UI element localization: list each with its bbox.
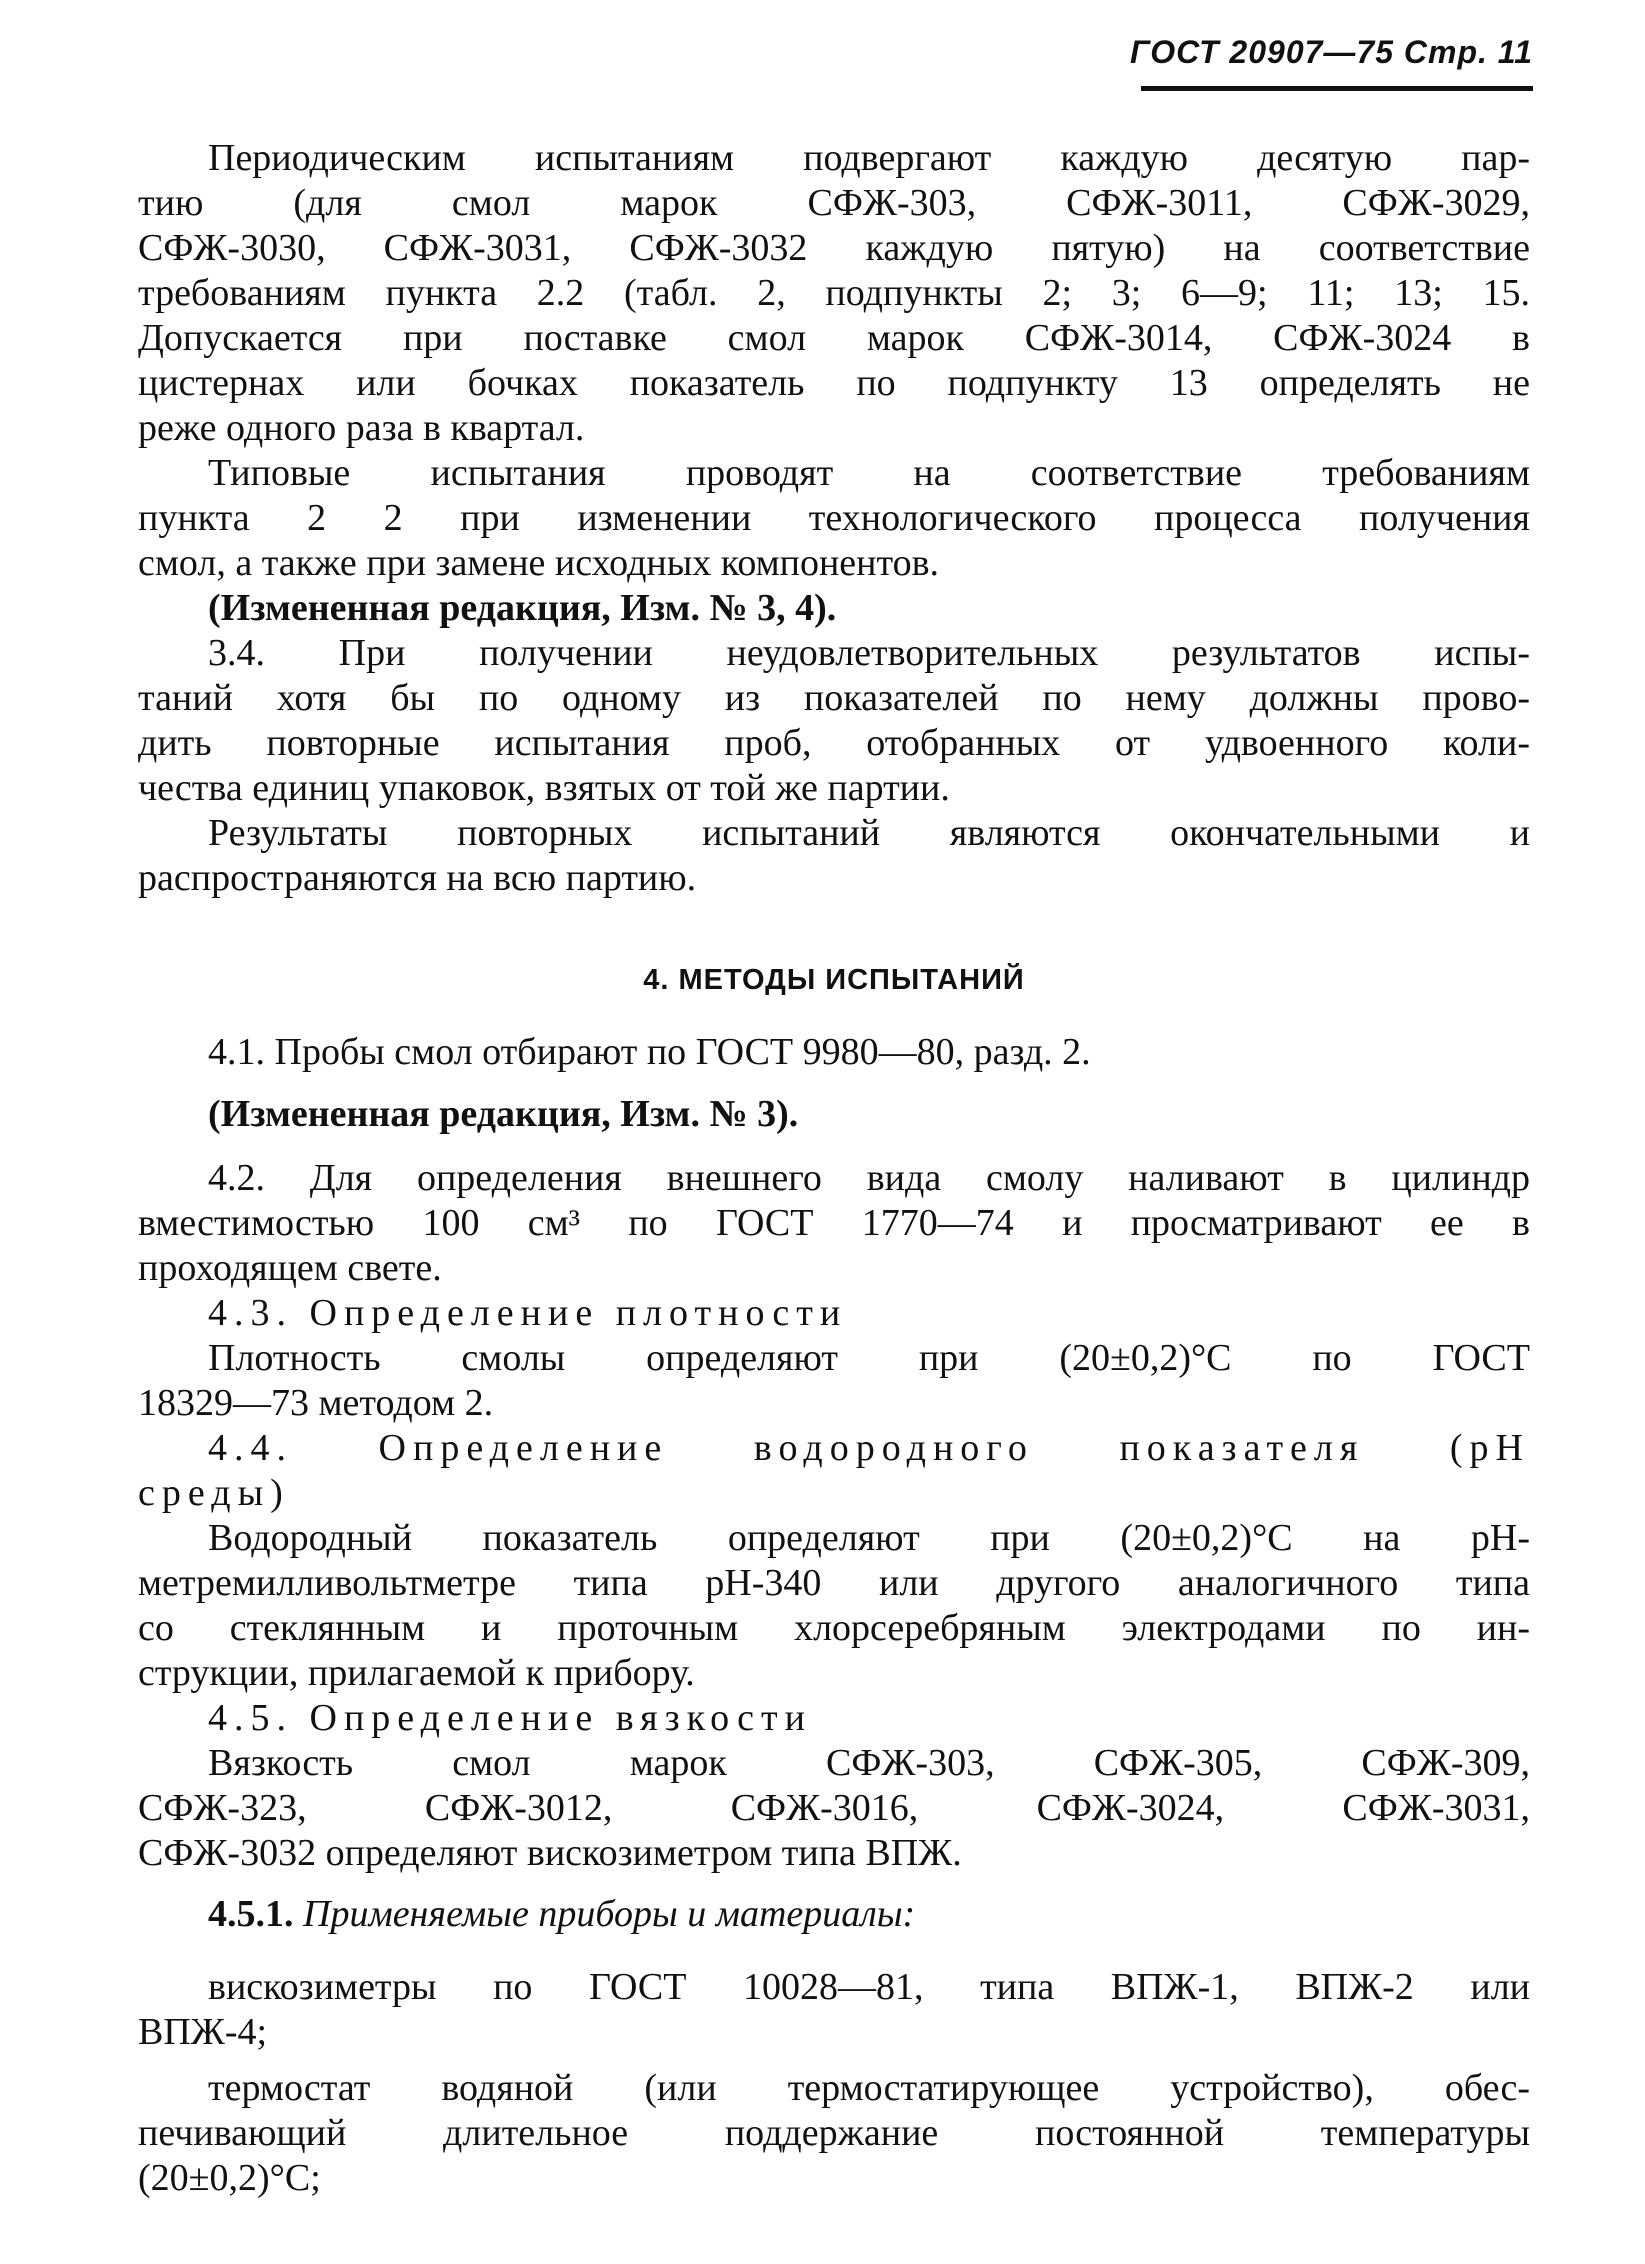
section-title: 4.4. Определение водородного показателя (pH (208, 1427, 1530, 1469)
text-line: струкции, прилагаемой к прибору. (138, 1652, 695, 1694)
section-title: 4.5. Определение вязкости (208, 1697, 812, 1739)
text-line: СФЖ-3030, СФЖ-3031, СФЖ-3032 каждую пятую) на соответствие (138, 227, 1530, 269)
text-line: пункта 2 2 при изменении технологического процесса получения (138, 497, 1530, 539)
section-heading: 4. МЕТОДЫ ИСПЫТАНИЙ (643, 964, 1025, 996)
text-line: тию (для смол марок СФЖ-303, СФЖ-3011, СФЖ-3029, (138, 182, 1530, 224)
amendment-note (138, 1092, 1530, 1137)
section-title: 4.3. Определение плотности (208, 1292, 848, 1334)
text-line: дить повторные испытания проб, отобранных от удвоенного коли- (138, 722, 1530, 764)
clause-number: 4.5.1. (208, 1893, 294, 1935)
text-line: (20±0,2)°С; (138, 2157, 321, 2199)
paragraph-repeat-results (138, 811, 1530, 901)
text-line: проходящем свете. (138, 1247, 442, 1289)
text-line: СФЖ-323, СФЖ-3012, СФЖ-3016, СФЖ-3024, СФЖ-3031, (138, 1787, 1530, 1829)
text-line: таний хотя бы по одному из показателей по нему должны прово- (138, 677, 1530, 719)
text-line: 4.2. Для определения внешнего вида смолу наливают в цилиндр (208, 1157, 1530, 1199)
text-line: требованиям пункта 2.2 (табл. 2, подпункты 2; 3; 6—9; 11; 13; 15. (138, 272, 1530, 314)
paragraph-4-5-1 (138, 1892, 1530, 1937)
paragraph-4-2 (138, 1156, 1530, 1291)
list-item-viscometers (138, 1965, 1530, 2055)
text-line: вискозиметры по ГОСТ 10028—81, типа ВПЖ-1, ВПЖ-2 или (208, 1966, 1530, 2008)
text-line: распространяются на всю партию. (138, 857, 697, 899)
amendment-note (138, 586, 1530, 631)
text-line: 18329—73 методом 2. (138, 1382, 494, 1424)
text-line: (Измененная редакция, Изм. № 3, 4). (208, 587, 837, 629)
text-line: цистернах или бочках показатель по подпункту 13 определять не (138, 362, 1530, 404)
paragraph-4-1 (138, 1030, 1530, 1075)
section-title: среды) (138, 1472, 290, 1514)
text-line: ВПЖ-4; (138, 2011, 268, 2053)
clause-title: Применяемые приборы и материалы: (303, 1893, 916, 1935)
text-line: Результаты повторных испытаний являются окончательными и (208, 812, 1530, 854)
text-line: Водородный показатель определяют при (20±0,2)°С на pH- (208, 1517, 1530, 1559)
text-line: вместимостью 100 см³ по ГОСТ 1770—74 и просматривают ее в (138, 1202, 1530, 1244)
text-line: печивающий длительное поддержание постоянной температуры (138, 2112, 1530, 2154)
list-item-thermostat (138, 2066, 1530, 2201)
page-header: ГОСТ 20907—75 Стр. 11 (1129, 34, 1533, 70)
text-line: реже одного раза в квартал. (138, 407, 585, 449)
text-line: СФЖ-3032 определяют вискозиметром типа ВПЖ. (138, 1832, 962, 1874)
paragraph-4-4 (138, 1426, 1530, 1696)
header-rule (1141, 86, 1533, 91)
paragraph-4-3 (138, 1291, 1530, 1426)
text-line: термостат водяной (или термостатирующее устройство), обес- (208, 2067, 1530, 2109)
paragraph-3-4 (138, 631, 1530, 811)
text-line: Допускается при поставке смол марок СФЖ-3014, СФЖ-3024 в (138, 317, 1530, 359)
text-line: 3.4. При получении неудовлетворительных результатов испы- (208, 632, 1530, 674)
text-line: (Измененная редакция, Изм. № 3). (208, 1093, 799, 1135)
text-line: со стеклянным и проточным хлорсеребряным электродами по ин- (138, 1607, 1530, 1649)
text-line: Вязкость смол марок СФЖ-303, СФЖ-305, СФЖ-309, (208, 1742, 1530, 1784)
text-line: метремилливольтметре типа pH-340 или другого аналогичного типа (138, 1562, 1530, 1604)
text-line: 4.1. Пробы смол отбирают по ГОСТ 9980—80, разд. 2. (208, 1031, 1091, 1073)
paragraph-type-tests (138, 451, 1530, 586)
paragraph-periodic-tests (138, 136, 1530, 451)
text-line: Плотность смолы определяют при (20±0,2)°С по ГОСТ (208, 1337, 1530, 1379)
text-line: чества единиц упаковок, взятых от той же партии. (138, 767, 950, 809)
text-line: смол, а также при замене исходных компонентов. (138, 542, 940, 584)
text-line: Периодическим испытаниям подвергают каждую десятую пар- (208, 137, 1530, 179)
text-line: Типовые испытания проводят на соответствие требованиям (208, 452, 1530, 494)
paragraph-4-5 (138, 1696, 1530, 1876)
